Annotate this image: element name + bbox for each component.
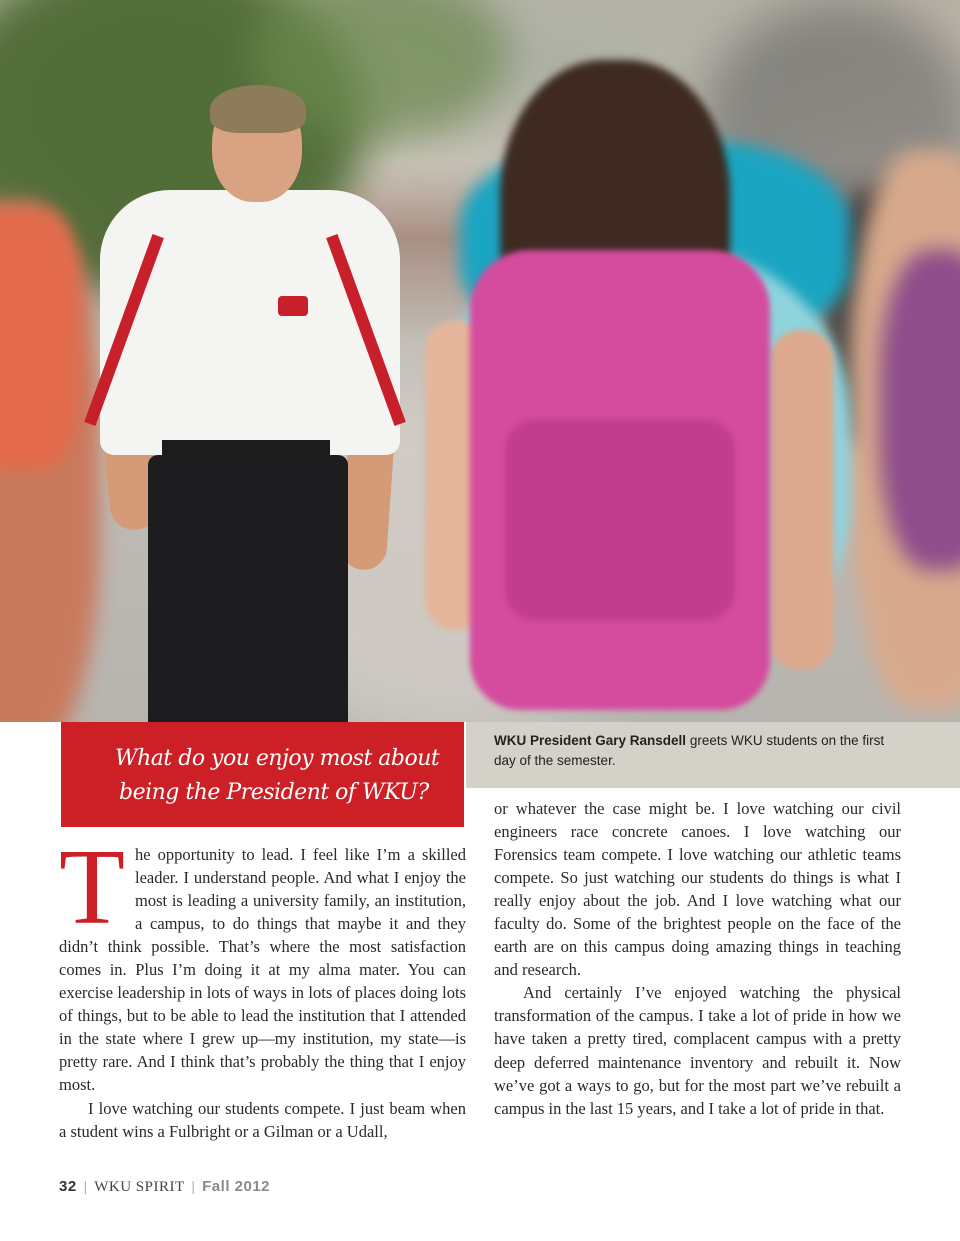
issue-date: Fall 2012 xyxy=(202,1178,271,1195)
backpack-pocket xyxy=(505,420,735,620)
publication-name: WKU SPIRIT xyxy=(94,1179,185,1195)
footer-separator-1: | xyxy=(83,1179,88,1195)
page-footer xyxy=(59,1178,270,1200)
president-belt xyxy=(162,440,330,460)
president-hair xyxy=(210,85,306,133)
caption-name: WKU President Gary Ransdell xyxy=(494,733,687,748)
article-paragraph-1 xyxy=(59,828,466,1097)
question-heading xyxy=(115,742,445,810)
article-paragraph-2: I love watching our students compete. I just beam when a student wins a Fulbright or a Gilman or a Udall, xyxy=(59,1098,466,1141)
photo-caption xyxy=(494,731,894,771)
question-line-2: being the President of WKU? xyxy=(119,780,429,805)
wku-logo-patch xyxy=(278,296,308,316)
article-column-left xyxy=(59,828,466,1143)
article-paragraph-3: And certainly I’ve enjoyed watching the physical transformation of the campus. I take a lot of pride in how we have taken a pretty tired, complacent campus with a pretty deep deferred maintenance inventory and rebuilt it. Now we’ve got a ways to go, but for the most part we’ve rebuilt a campus in the last 15 years, and I take a lot of pride in that. xyxy=(494,983,901,1118)
blurred-student-shirt xyxy=(0,210,80,470)
paragraph-1-text: he opportunity to lead. I feel like I’m a skilled leader. I understand people. And what I enjoy the most is leading a university family, an institution, a campus, to do things that maybe it and they didn’t think possible. That’s where the most satisfaction comes in. Plus I’m doing it at my alma mater. You can exercise leadership in lots of ways in lots of places doing lots of things, but to be able to lead the institution that I attended in the state where I grew up—my institution, my state—is pretty rare. And I think that’s probably the thing that I enjoy most. xyxy=(59,845,466,1095)
article-paragraph-2-continued: or whatever the case might be. I love watching our civil engineers race concrete canoes. I love watching our Forensics team compete. I love watching our athletic teams compete. So just watching our students do things is what I really enjoy about the job. And I love watching what our faculty do. Some of the brightest people on the face of the earth are on this campus doing amazing things in teaching and research. xyxy=(494,799,901,980)
footer-separator-2: | xyxy=(191,1179,196,1195)
caption-text: greets WKU students on the first day of the semester. xyxy=(494,733,885,768)
blurred-student-right-shirt xyxy=(880,250,960,570)
article-column-right xyxy=(494,797,901,1120)
student-arm-right xyxy=(770,330,834,670)
page-number: 32 xyxy=(59,1178,77,1195)
president-trousers xyxy=(148,455,348,722)
drop-cap: T xyxy=(59,828,125,947)
president-polo-shirt xyxy=(100,190,400,455)
question-line-1: What do you enjoy most about xyxy=(115,746,440,771)
